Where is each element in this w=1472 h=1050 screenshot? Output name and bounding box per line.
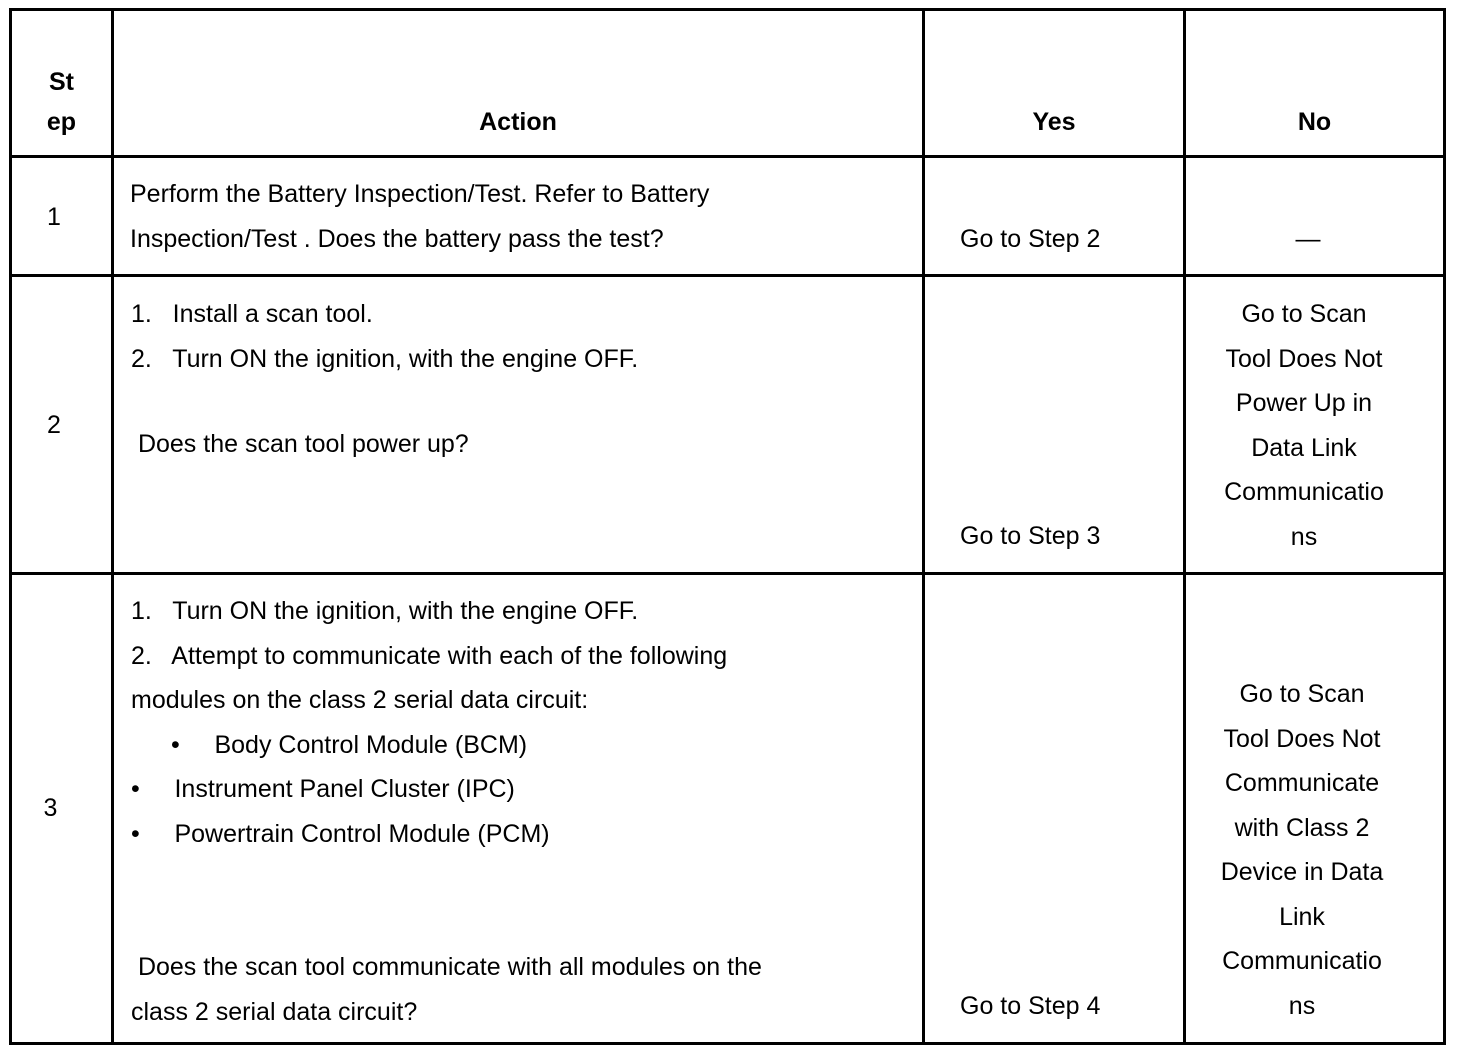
row-3-no: Go to Scan Tool Does Not Communicate with Class 2 Device in Data Link Communicatio ns bbox=[1220, 680, 1384, 1020]
header-divider bbox=[9, 155, 1446, 158]
row-3-yes: Go to Step 4 bbox=[960, 992, 1101, 1020]
table-border-top bbox=[9, 8, 1446, 11]
table-border-bottom bbox=[9, 1042, 1446, 1045]
row-1-step: 1 bbox=[47, 203, 61, 231]
row-divider bbox=[9, 572, 1446, 575]
table-border-left bbox=[9, 8, 12, 1045]
header-step: St ep bbox=[46, 68, 77, 136]
header-action: Action bbox=[479, 108, 557, 136]
row-1-action: Perform the Battery Inspection/Test. Refer to Battery Inspection/Test . Does the battery pass the test? bbox=[130, 180, 710, 253]
row-2-step: 2 bbox=[47, 411, 61, 439]
row-2-no: Go to Scan Tool Does Not Power Up in Data Link Communicatio ns bbox=[1224, 300, 1384, 551]
row-divider bbox=[9, 274, 1446, 277]
row-1-yes: Go to Step 2 bbox=[960, 225, 1101, 253]
row-2-yes: Go to Step 3 bbox=[960, 522, 1101, 550]
table-border-right bbox=[1443, 8, 1446, 1045]
column-divider bbox=[111, 8, 114, 1045]
header-yes: Yes bbox=[1032, 108, 1076, 136]
row-2-action: 1. Install a scan tool. 2. Turn ON the ignition, with the engine OFF. Does the scan tool power up? bbox=[131, 300, 639, 458]
header-no: No bbox=[1297, 108, 1332, 136]
row-1-no: — bbox=[1295, 225, 1321, 253]
row-3-step: 3 bbox=[43, 794, 58, 822]
column-divider bbox=[922, 8, 925, 1045]
row-3-action: 1. Turn ON the ignition, with the engine OFF. 2. Attempt to communicate with each of the following modules on the class 2 serial data circuit: • Body Control Module (BCM) • Instrument Panel Cluster (IPC) • Powertrain Control Module (PCM) Does the scan tool communicate with all modules on the class 2 serial data circuit? bbox=[131, 597, 762, 1026]
